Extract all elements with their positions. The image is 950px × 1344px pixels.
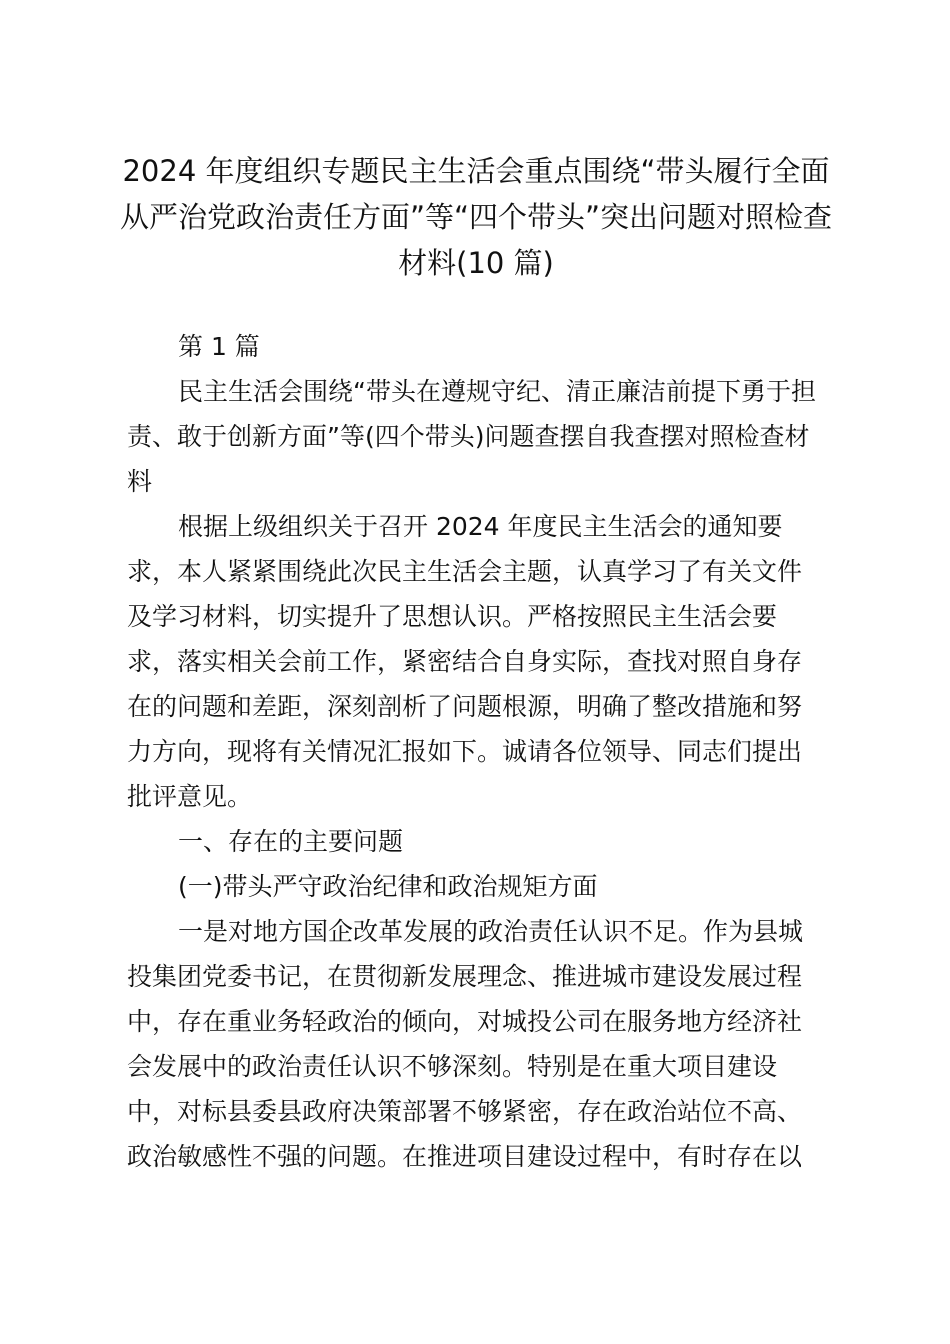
- subtitle-line: 料: [127, 467, 153, 496]
- title-line: 2024 年度组织专题民主生活会重点围绕“带头履行全面: [122, 154, 830, 188]
- title-line: 从严治党政治责任方面”等“四个带头”突出问题对照检查: [119, 200, 833, 234]
- document-title: [118, 148, 834, 286]
- intro-line: 求，落实相关会前工作，紧密结合自身实际，查找对照自身存: [127, 647, 803, 676]
- point-line: 会发展中的政治责任认识不够深刻。特别是在重大项目建设: [127, 1052, 778, 1081]
- subsection-heading: (一)带头严守政治纪律和政治规矩方面: [178, 872, 598, 901]
- title-line: 材料(10 篇): [398, 246, 554, 280]
- subsection-heading-paragraph: [127, 864, 839, 909]
- intro-line: 批评意见。: [127, 782, 253, 811]
- point-line: 中，存在重业务轻政治的倾向，对城投公司在服务地方经济社: [127, 1007, 803, 1036]
- point-line: 政治敏感性不强的问题。在推进项目建设过程中，有时存在以: [127, 1142, 803, 1171]
- intro-line: 在的问题和差距，深刻剖析了问题根源，明确了整改措施和努: [127, 692, 803, 721]
- subtitle-paragraph: [127, 369, 839, 504]
- intro-line: 力方向，现将有关情况汇报如下。诚请各位领导、同志们提出: [127, 737, 803, 766]
- document-body: [127, 324, 839, 1179]
- intro-line: 及学习材料，切实提升了思想认识。严格按照民主生活会要: [127, 602, 778, 631]
- intro-line: 根据上级组织关于召开 2024 年度民主生活会的通知要: [178, 512, 783, 541]
- subtitle-line: 责、敢于创新方面”等(四个带头)问题查摆自我查摆对照检查材: [127, 422, 810, 451]
- chapter-heading: 第 1 篇: [178, 332, 260, 361]
- point-line: 中，对标县委县政府决策部署不够紧密，存在政治站位不高、: [127, 1097, 803, 1126]
- point-line: 投集团党委书记，在贯彻新发展理念、推进城市建设发展过程: [127, 962, 803, 991]
- intro-line: 求，本人紧紧围绕此次民主生活会主题，认真学习了有关文件: [127, 557, 803, 586]
- section-heading-paragraph: [127, 819, 839, 864]
- point-line: 一是对地方国企改革发展的政治责任认识不足。作为县城: [178, 917, 804, 946]
- section-heading: 一、存在的主要问题: [178, 827, 404, 856]
- point-paragraph: [127, 909, 839, 1179]
- subtitle-line: 民主生活会围绕“带头在遵规守纪、清正廉洁前提下勇于担: [178, 377, 816, 406]
- chapter-heading-paragraph: [127, 324, 839, 369]
- intro-paragraph: [127, 504, 839, 819]
